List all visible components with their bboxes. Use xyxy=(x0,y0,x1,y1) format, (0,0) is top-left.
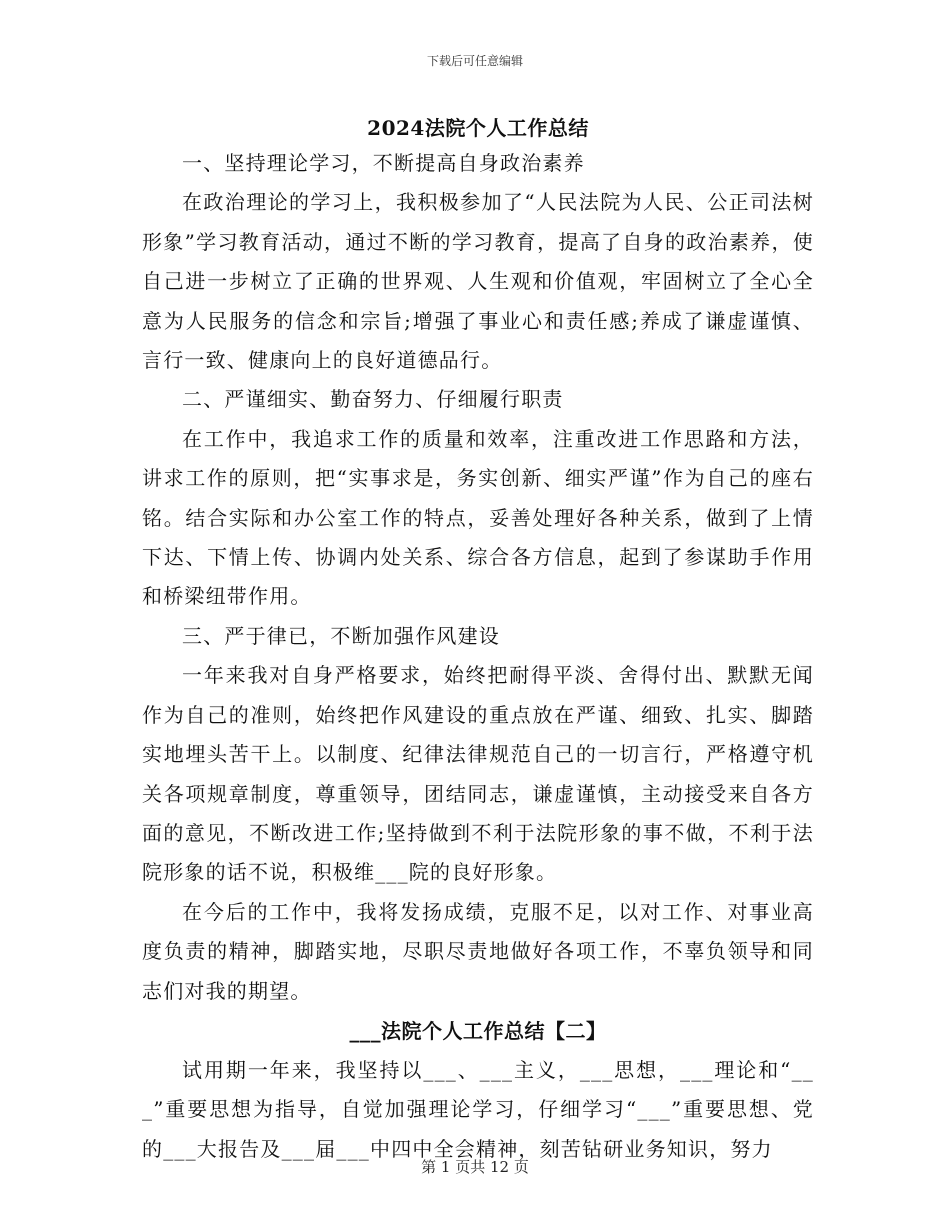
document-subtitle: ___法院个人工作总结【二】 xyxy=(349,1018,607,1043)
page-header: 下载后可任意编辑 xyxy=(426,54,523,68)
section-heading-2: 二、严谨细实、勤奋努力、仔细履行职责 xyxy=(182,387,564,412)
document-title: 2024法院个人工作总结 xyxy=(367,116,589,140)
paragraph-2: 在工作中，我追求工作的质量和效率，注重改进工作思路和方法，讲求工作的原则，把“实事求是，务实创新、细实严谨”作为自己的座右铭。结合实际和办公室工作的特点，妥善处理好各种关系，做到了上情下达、下情上传、协调内处关系、综合各方信息，起到了参谋助手作用和桥梁纽带作用。 xyxy=(142,426,814,609)
paragraph-3: 一年来我对自身严格要求，始终把耐得平淡、舍得付出、默默无闻作为自己的准则，始终把作风建设的重点放在严谨、细致、扎实、脚踏实地埋头苦干上。以制度、纪律法律规范自己的一切言行，严格遵守机关各项规章制度，尊重领导，团结同志，谦虚谨慎，主动接受来自各方面的意见，不断改进工作;坚持做到不利于法院形象的事不做，不利于法院形象的话不说，积极维___院的良好形象。 xyxy=(142,663,814,885)
paragraph-1: 在政治理论的学习上，我积极参加了“人民法院为人民、公正司法树形象”学习教育活动，通过不断的学习教育，提高了自身的政治素养，使自己进一步树立了正确的世界观、人生观和价值观，牢固树立了全心全意为人民服务的信念和宗旨;增强了事业心和责任感;养成了谦虚谨慎、言行一致、健康向上的良好道德品行。 xyxy=(142,190,814,373)
section-heading-3: 三、严于律已，不断加强作风建设 xyxy=(182,623,500,648)
page-footer: 第 1 页共 12 页 xyxy=(421,1158,529,1176)
paragraph-5: 试用期一年来，我坚持以___、___主义，___思想，___理论和“___”重要思想为指导，自觉加强理论学习，仔细学习“___”重要思想、党的___大报告及___届___中四中全会精神，刻苦钻研业务知识，努力 xyxy=(142,1057,814,1161)
paragraph-4: 在今后的工作中，我将发扬成绩，克服不足，以对工作、对事业高度负责的精神，脚踏实地，尽职尽责地做好各项工作，不辜负领导和同志们对我的期望。 xyxy=(142,899,814,1003)
document-body xyxy=(142,112,814,1169)
section-heading-1: 一、坚持理论学习，不断提高自身政治素养 xyxy=(182,151,585,175)
